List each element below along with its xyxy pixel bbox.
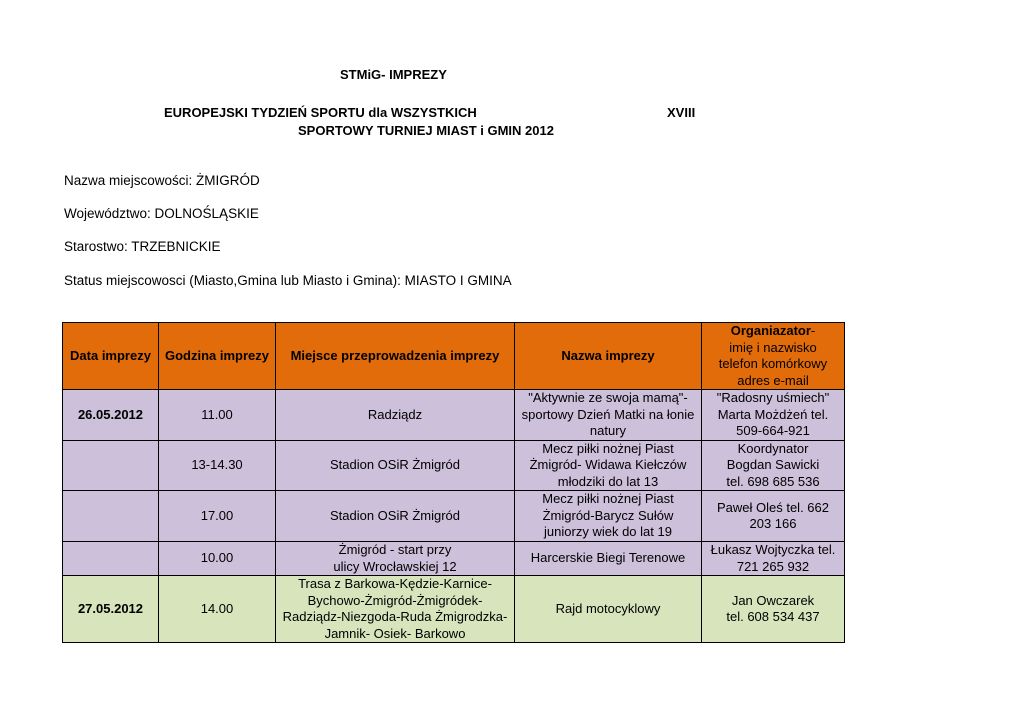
cell-date: 26.05.2012 xyxy=(63,390,159,441)
municipality-status: Status miejscowosci (Miasto,Gmina lub Miasto i Gmina): MIASTO I GMINA xyxy=(64,273,512,288)
cell-place xyxy=(276,542,515,576)
cell-line: natury xyxy=(589,423,627,438)
cell-line: ulicy Wrocławskiej 12 xyxy=(333,558,457,574)
document-subtitle-2: SPORTOWY TURNIEJ MIAST i GMIN 2012 xyxy=(298,123,554,138)
header-organizer xyxy=(702,323,845,390)
cell-line: Radziądz xyxy=(367,406,423,422)
cell-line: Żmigród - start przy xyxy=(338,542,452,557)
cell-time: 10.00 xyxy=(159,542,276,576)
header-organizer-title: Organiazator- xyxy=(730,323,816,338)
cell-line: juniorzy wiek do lat 19 xyxy=(544,524,672,540)
header-date: Data imprezy xyxy=(63,323,159,390)
table-row xyxy=(63,440,845,491)
document-title: STMiG- IMPREZY xyxy=(340,67,447,82)
cell-line: Rajd motocyklowy xyxy=(555,600,661,616)
cell-event-name xyxy=(515,390,702,441)
header-organizer-line: adres e-mail xyxy=(737,372,809,388)
cell-date: 27.05.2012 xyxy=(63,576,159,643)
cell-line: Trasa z Barkowa-Kędzie-Karnice- xyxy=(298,576,492,591)
cell-line: Stadion OSiR Żmigród xyxy=(329,457,461,472)
events-table xyxy=(62,322,845,643)
cell-line: Harcerskie Biegi Terenowe xyxy=(530,550,686,566)
header-event-name: Nazwa imprezy xyxy=(515,323,702,390)
cell-line: tel. 608 534 437 xyxy=(726,609,820,624)
cell-organizer xyxy=(702,440,845,491)
cell-line: Marta Możdżeń tel. xyxy=(717,406,829,422)
table-row xyxy=(63,491,845,542)
cell-line: Mecz piłki nożnej Piast xyxy=(542,491,674,507)
cell-organizer xyxy=(702,576,845,643)
cell-line: 203 166 xyxy=(749,516,797,531)
cell-line: Bogdan Sawicki xyxy=(726,457,820,472)
county: Starostwo: TRZEBNICKIE xyxy=(64,239,221,254)
cell-place xyxy=(276,491,515,542)
cell-line: Stadion OSiR Żmigród xyxy=(329,507,461,523)
cell-line: Jan Owczarek xyxy=(731,592,815,608)
town-name: Nazwa miejscowości: ŻMIGRÓD xyxy=(64,173,260,188)
cell-time: 11.00 xyxy=(159,390,276,441)
cell-line: Łukasz Wojtyczka tel. xyxy=(710,542,836,557)
cell-line: sportowy Dzień Matki na łonie xyxy=(521,406,695,422)
cell-line: Bychowo-Żmigród-Żmigródek- xyxy=(307,592,483,608)
cell-organizer xyxy=(702,542,845,576)
cell-line: Jamnik- Osiek- Barkowo xyxy=(324,625,466,641)
cell-event-name xyxy=(515,491,702,542)
cell-organizer xyxy=(702,491,845,542)
cell-date xyxy=(63,440,159,491)
cell-date xyxy=(63,491,159,542)
table-header-row xyxy=(63,323,845,390)
header-time: Godzina imprezy xyxy=(159,323,276,390)
cell-line: Radziądz-Niezgoda-Ruda Żmigrodzka- xyxy=(282,609,508,624)
edition-number: XVIII xyxy=(667,105,696,120)
cell-time: 14.00 xyxy=(159,576,276,643)
table-row xyxy=(63,390,845,441)
cell-time: 17.00 xyxy=(159,491,276,542)
cell-date xyxy=(63,542,159,576)
document-subtitle: EUROPEJSKI TYDZIEŃ SPORTU dla WSZYSTKICH xyxy=(164,105,477,120)
cell-place xyxy=(276,576,515,643)
cell-time: 13-14.30 xyxy=(159,440,276,491)
cell-event-name xyxy=(515,542,702,576)
cell-organizer xyxy=(702,390,845,441)
cell-line: tel. 698 685 536 xyxy=(726,473,820,489)
cell-line: Paweł Oleś tel. 662 xyxy=(716,499,829,515)
cell-line: Mecz piłki nożnej Piast xyxy=(542,440,674,456)
cell-event-name xyxy=(515,440,702,491)
cell-line: Żmigród-Barycz Sułów xyxy=(542,507,674,523)
table-row xyxy=(63,542,845,576)
table-row xyxy=(63,576,845,643)
cell-event-name xyxy=(515,576,702,643)
cell-line: Żmigród- Widawa Kiełczów xyxy=(529,457,687,472)
cell-place xyxy=(276,390,515,441)
header-organizer-line: telefon komórkowy xyxy=(718,356,828,371)
header-place: Miejsce przeprowadzenia imprezy xyxy=(276,323,515,390)
header-organizer-line: imię i nazwisko xyxy=(729,339,817,355)
cell-line: 721 265 932 xyxy=(736,558,810,574)
cell-line: młodziki do lat 13 xyxy=(557,473,659,489)
cell-line: Koordynator xyxy=(737,440,809,456)
voivodeship: Województwo: DOLNOŚLĄSKIE xyxy=(64,206,259,221)
cell-place xyxy=(276,440,515,491)
cell-line: 509-664-921 xyxy=(736,423,810,438)
cell-line: "Aktywnie ze swoja mamą"- xyxy=(528,390,688,405)
cell-line: "Radosny uśmiech" xyxy=(716,390,830,405)
